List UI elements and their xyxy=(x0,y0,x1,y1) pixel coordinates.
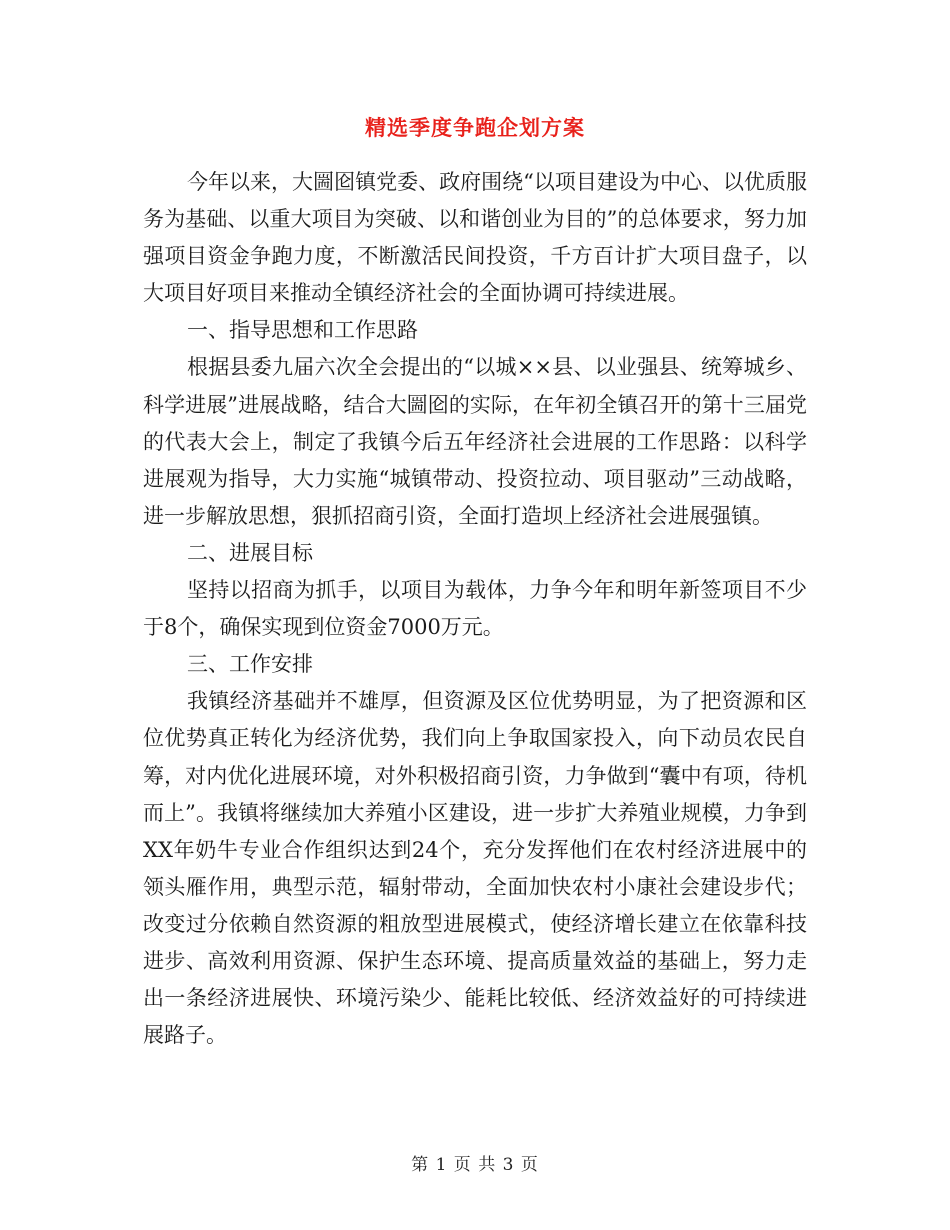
paragraph-intro: 今年以来，大圌囵镇党委、政府围绕“以项目建设为中心、以优质服务为基础、以重大项目为突破、以和谐创业为目的”的总体要求，努力加强项目资金争跑力度，不断激活民间投资，千方百计扩大项目盘子，以大项目好项目来推动全镇经济社会的全面协调可持续进展。 xyxy=(143,170,807,306)
section-heading-3: 三、工作安排 xyxy=(187,652,313,677)
paragraph-guidance: 根据县委九届六次全会提出的“以城××县、以业强县、统筹城乡、科学进展”进展战略，结合大圌囵的实际，在年初全镇召开的第十三届党的代表大会上，制定了我镇今后五年经济社会进展的工作思路：以科学进展观为指导，大力实施“城镇带动、投资拉动、项目驱动”三动战略，进一步解放思想，狠抓招商引资，全面打造坝上经济社会进展强镇。 xyxy=(143,355,807,528)
section-heading-2: 二、进展目标 xyxy=(187,540,313,565)
paragraph-arrangement: 我镇经济基础并不雄厚，但资源及区位优势明显，为了把资源和区位优势真正转化为经济优势，我们向上争取国家投入，向下动员农民自筹，对内优化进展环境，对外积极招商引资，力争做到“囊中有项，待机而上”。我镇将继续加大养殖小区建设，进一步扩大养殖业规模，力争到XX年奶牛专业合作组织达到24个，充分发挥他们在农村经济进展中的领头雁作用，典型示范，辐射带动，全面加快农村小康社会建设步代；改变过分依赖自然资源的粗放型进展模式，使经济增长建立在依靠科技进步、高效利用资源、保护生态环境、提高质量效益的基础上，努力走出一条经济进展快、环境污染少、能耗比较低、经济效益好的可持续进展路子。 xyxy=(143,689,807,1048)
paragraph-goals: 坚持以招商为抓手，以项目为载体，力争今年和明年新签项目不少于8个，确保实现到位资金7000万元。 xyxy=(143,578,807,640)
page-number-footer: 第 1 页 共 3 页 xyxy=(411,1155,539,1175)
section-heading-1: 一、指导思想和工作思路 xyxy=(187,318,418,343)
document-body xyxy=(143,164,807,1054)
document-title: 精选季度争跑企划方案 xyxy=(365,116,585,140)
